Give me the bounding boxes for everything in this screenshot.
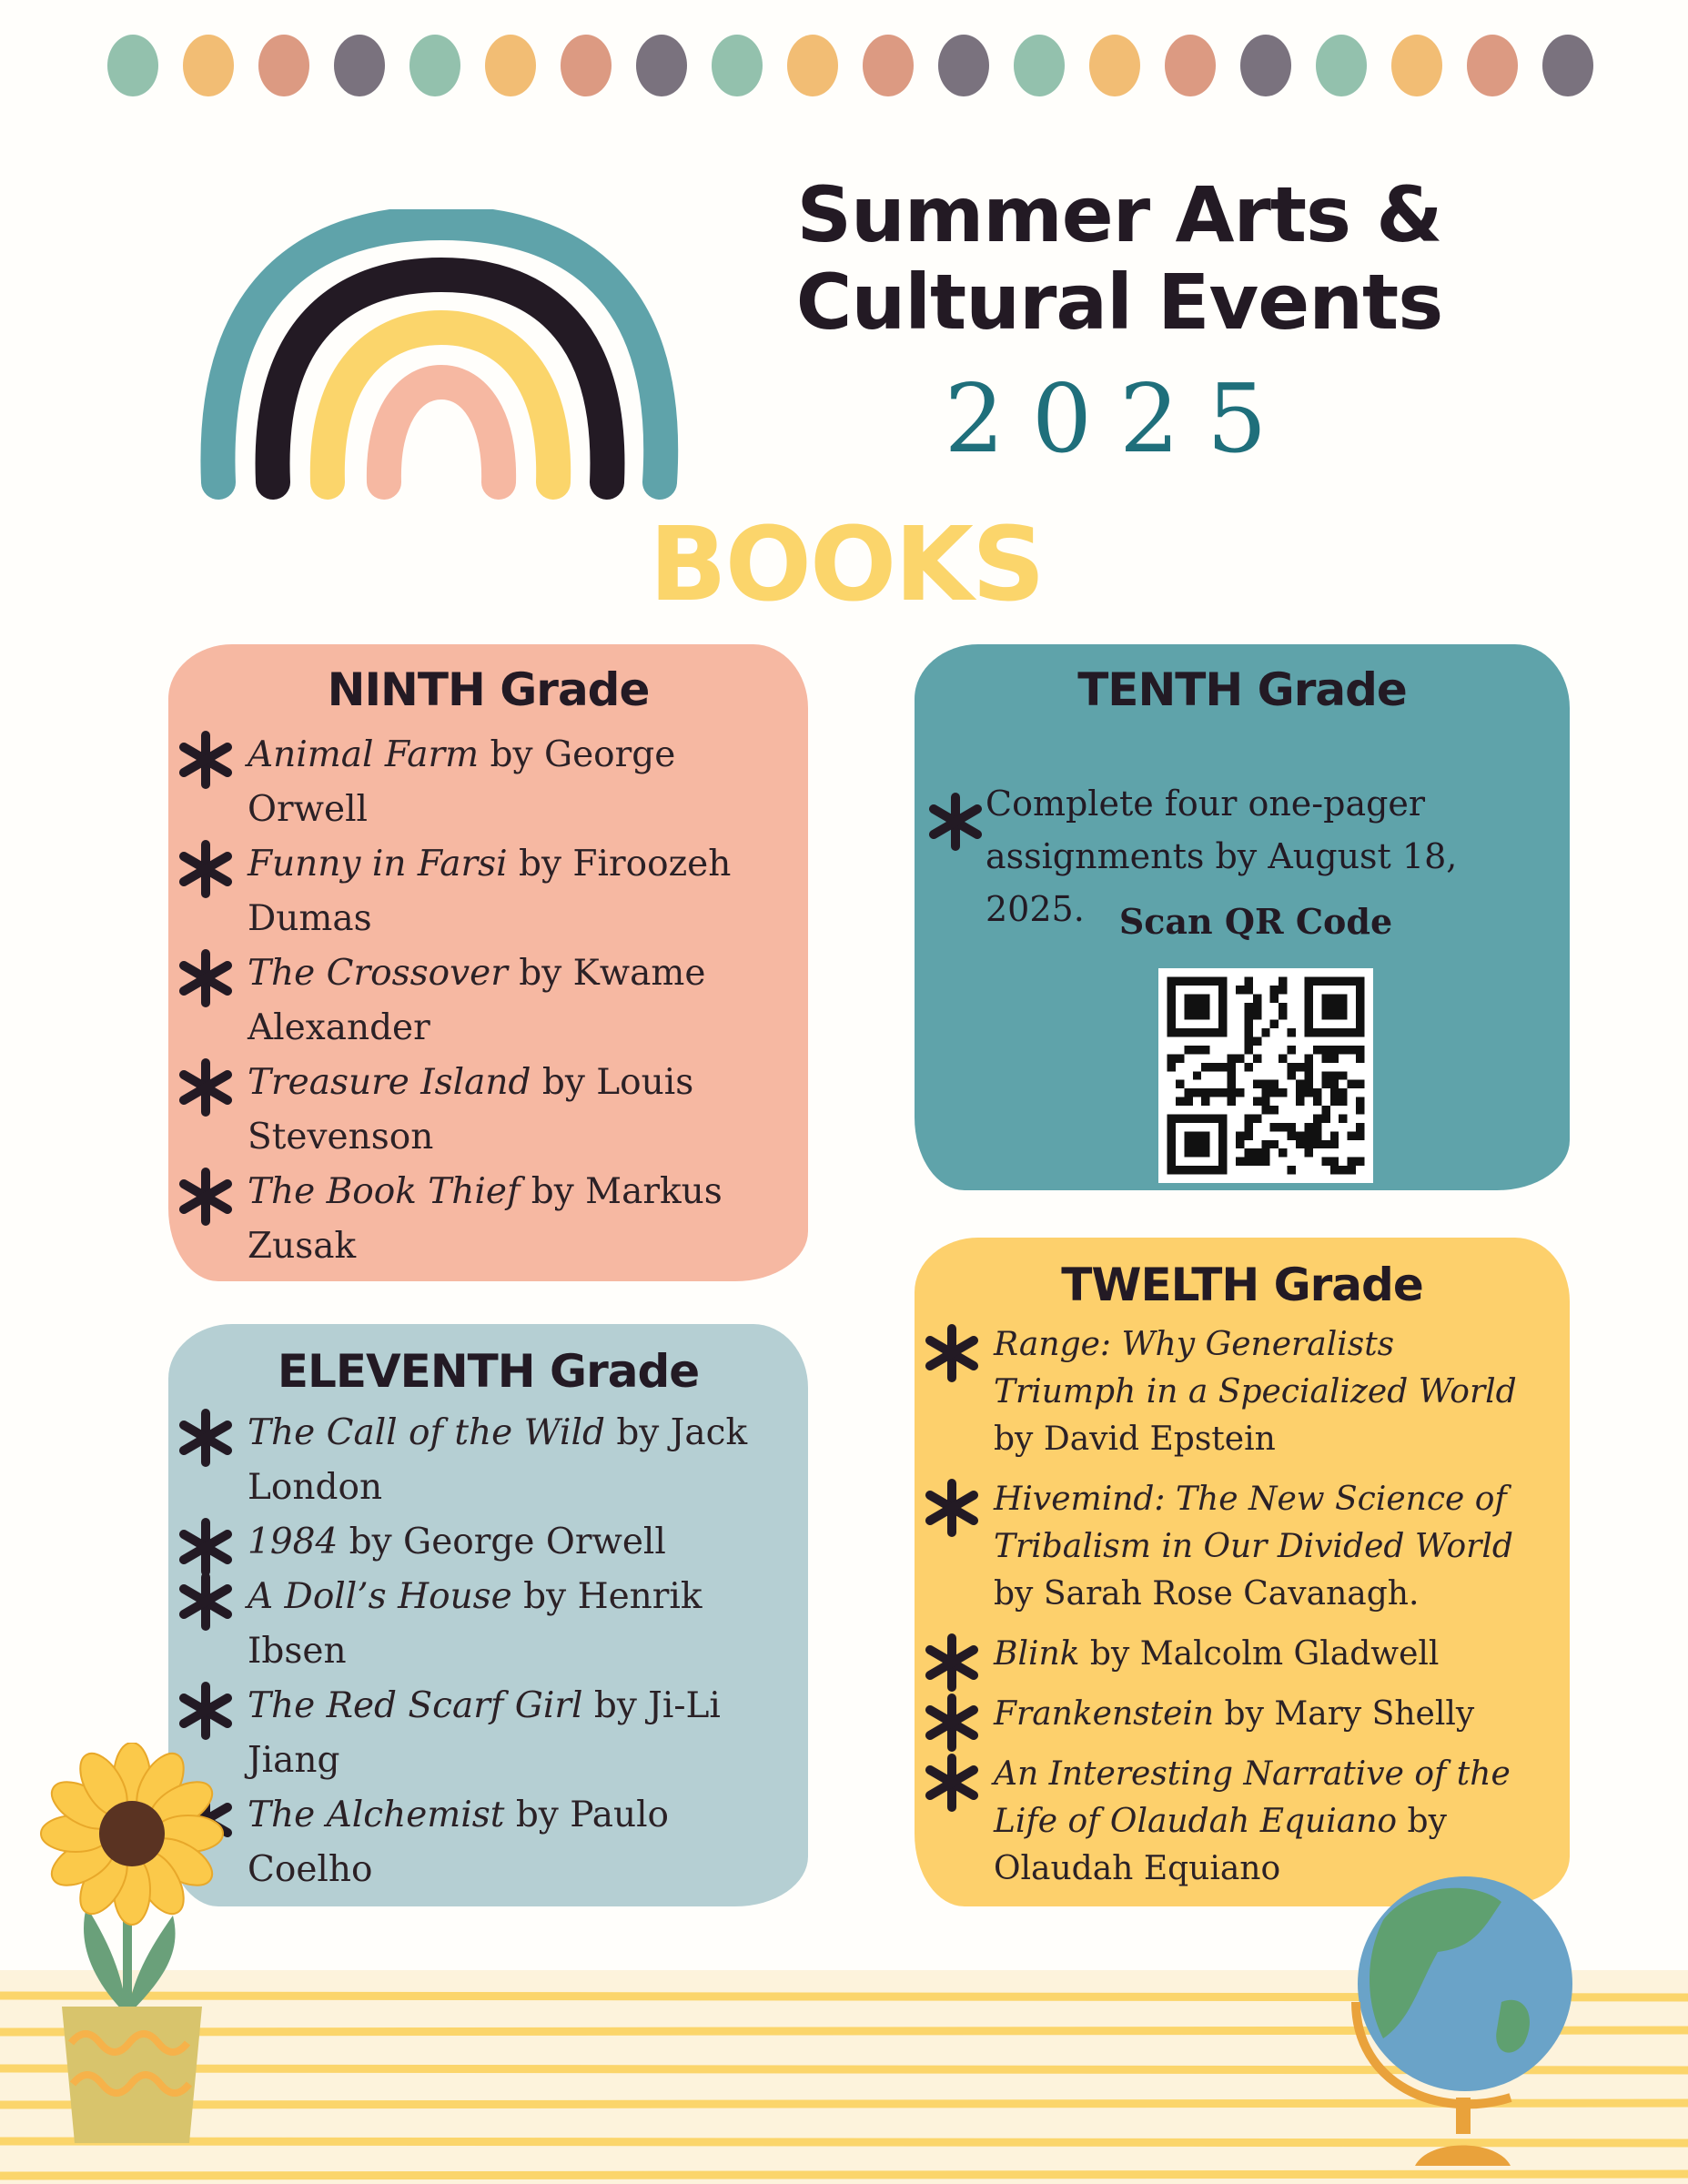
dot bbox=[1467, 35, 1518, 96]
book-author: by George Orwell bbox=[248, 734, 676, 830]
book-author: by Firoozeh Dumas bbox=[248, 844, 732, 939]
dot bbox=[1542, 35, 1593, 96]
book-author: by George Orwell bbox=[338, 1522, 666, 1562]
dot bbox=[107, 35, 158, 96]
dot bbox=[938, 35, 989, 96]
book-title: The Crossover bbox=[248, 953, 508, 994]
year: 2025 bbox=[944, 363, 1295, 474]
twelfth-grade-card bbox=[915, 1238, 1570, 1906]
scan-qr-label: Scan QR Code bbox=[1118, 901, 1393, 942]
book-item bbox=[915, 1321, 1542, 1463]
sunflower-icon bbox=[36, 1743, 227, 2179]
book-title: The Alchemist bbox=[248, 1795, 505, 1835]
book-item bbox=[168, 1515, 781, 1570]
book-title: The Call of the Wild bbox=[248, 1412, 605, 1453]
asterisk-bullet-icon bbox=[176, 1681, 236, 1741]
book-item bbox=[915, 1476, 1542, 1618]
book-item bbox=[168, 1788, 781, 1897]
page-title bbox=[746, 171, 1492, 346]
book-author: by Markus Zusak bbox=[248, 1171, 723, 1267]
asterisk-bullet-icon bbox=[925, 792, 986, 852]
book-item bbox=[915, 1631, 1542, 1678]
book-author: by Ji-Li Jiang bbox=[248, 1685, 721, 1781]
tenth-grade-title: TENTH Grade bbox=[1077, 663, 1407, 716]
book-item bbox=[168, 1056, 781, 1165]
book-title: An Interesting Narrative of the Life of Olaudah Equiano bbox=[994, 1755, 1511, 1840]
eleventh-book-list bbox=[168, 1406, 781, 1897]
book-title: Hivemind: The New Science of Tribalism in Our Divided World bbox=[994, 1481, 1513, 1565]
asterisk-bullet-icon bbox=[176, 1057, 236, 1117]
tenth-grade-card bbox=[915, 644, 1570, 1190]
title-line-1: Summer Arts & bbox=[796, 170, 1442, 259]
book-author: by Malcolm Gladwell bbox=[1079, 1635, 1440, 1673]
asterisk-bullet-icon bbox=[922, 1478, 982, 1538]
dot bbox=[485, 35, 536, 96]
book-author: by Kwame Alexander bbox=[248, 953, 706, 1048]
book-item bbox=[168, 946, 781, 1056]
book-item bbox=[915, 1691, 1542, 1738]
book-title: Animal Farm bbox=[248, 734, 480, 775]
book-title: Frankenstein bbox=[994, 1695, 1215, 1733]
book-item bbox=[168, 1570, 781, 1679]
book-author: by Olaudah Equiano bbox=[994, 1803, 1447, 1887]
asterisk-bullet-icon bbox=[922, 1753, 982, 1813]
book-author: by Mary Shelly bbox=[1214, 1695, 1475, 1733]
asterisk-bullet-icon bbox=[176, 1167, 236, 1227]
book-title: Blink bbox=[994, 1635, 1080, 1673]
asterisk-bullet-icon bbox=[176, 948, 236, 1008]
book-author: by David Epstein bbox=[994, 1421, 1276, 1458]
rainbow-icon bbox=[200, 209, 682, 500]
book-item bbox=[168, 728, 781, 837]
book-title: 1984 bbox=[248, 1522, 339, 1562]
book-author: by Henrik Ibsen bbox=[248, 1576, 702, 1672]
dot bbox=[787, 35, 838, 96]
book-author: by Louis Stevenson bbox=[248, 1062, 694, 1158]
book-author: by Jack London bbox=[248, 1412, 748, 1508]
dot bbox=[561, 35, 612, 96]
book-item bbox=[168, 837, 781, 946]
book-item bbox=[168, 1165, 781, 1274]
dot bbox=[1240, 35, 1291, 96]
asterisk-bullet-icon bbox=[176, 1408, 236, 1468]
book-author: by Sarah Rose Cavanagh. bbox=[994, 1575, 1420, 1613]
eleventh-grade-card bbox=[168, 1324, 808, 1906]
dot bbox=[1014, 35, 1065, 96]
asterisk-bullet-icon bbox=[176, 1572, 236, 1632]
asterisk-bullet-icon bbox=[922, 1323, 982, 1383]
qr-code-icon[interactable] bbox=[1158, 968, 1373, 1183]
dot bbox=[1089, 35, 1140, 96]
asterisk-bullet-icon bbox=[922, 1693, 982, 1753]
book-author: by Paulo Coelho bbox=[248, 1795, 670, 1890]
dot bbox=[863, 35, 914, 96]
dot bbox=[409, 35, 460, 96]
book-title: Treasure Island bbox=[248, 1062, 531, 1103]
dot bbox=[183, 35, 234, 96]
book-title: The Book Thief bbox=[248, 1171, 521, 1212]
section-heading: BOOKS bbox=[649, 506, 1044, 624]
dot bbox=[258, 35, 309, 96]
globe-icon bbox=[1329, 1866, 1592, 2179]
dot bbox=[636, 35, 687, 96]
twelfth-book-list bbox=[915, 1321, 1542, 1893]
eleventh-grade-title: ELEVENTH Grade bbox=[277, 1345, 700, 1398]
asterisk-bullet-icon bbox=[922, 1633, 982, 1693]
asterisk-bullet-icon bbox=[176, 730, 236, 790]
dot bbox=[1165, 35, 1216, 96]
title-line-2: Cultural Events bbox=[795, 258, 1443, 347]
dot bbox=[334, 35, 385, 96]
asterisk-bullet-icon bbox=[176, 1517, 236, 1577]
book-title: Funny in Farsi bbox=[248, 844, 508, 885]
book-title: The Red Scarf Girl bbox=[248, 1685, 583, 1726]
book-item bbox=[168, 1679, 781, 1788]
book-title: Range: Why Generalists Triumph in a Specialized World bbox=[994, 1326, 1517, 1410]
book-title: A Doll’s House bbox=[248, 1576, 512, 1617]
dot bbox=[712, 35, 763, 96]
dot bbox=[1316, 35, 1367, 96]
tenth-grade-instructions: Complete four one-pager assignments by August 18, 2025. bbox=[986, 784, 1458, 929]
dot bbox=[1391, 35, 1442, 96]
dot-border bbox=[0, 0, 1688, 127]
ninth-grade-card bbox=[168, 644, 808, 1281]
asterisk-bullet-icon bbox=[176, 839, 236, 899]
twelfth-grade-title: TWELTH Grade bbox=[1061, 1259, 1423, 1311]
ninth-book-list bbox=[168, 728, 781, 1274]
book-item bbox=[168, 1406, 781, 1515]
ninth-grade-title: NINTH Grade bbox=[327, 663, 650, 716]
